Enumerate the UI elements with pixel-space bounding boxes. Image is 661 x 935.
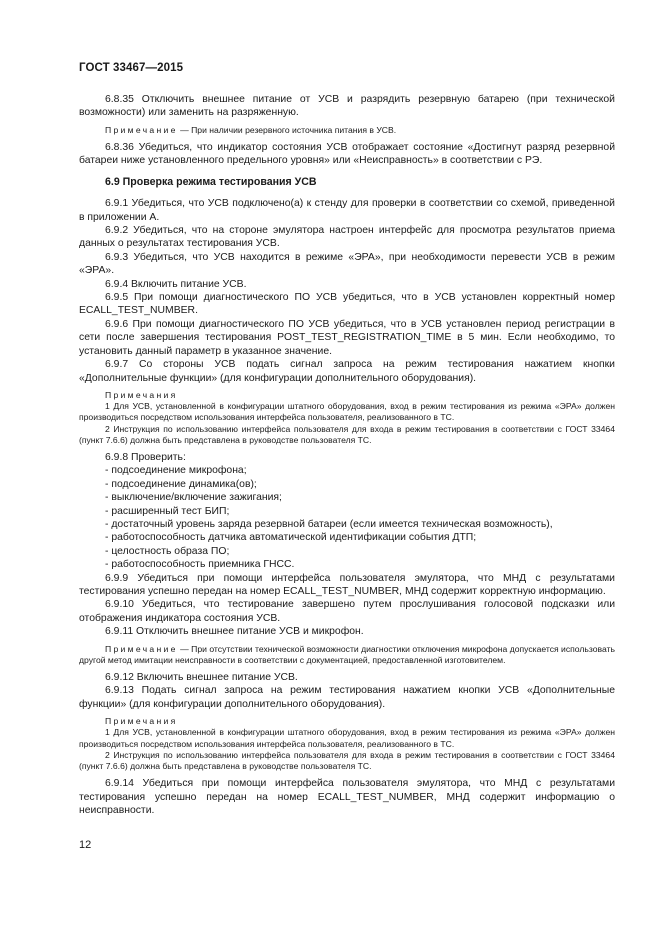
document-header: ГОСТ 33467—2015 — [79, 62, 184, 74]
paragraph-6-9-13: 6.9.13 Подать сигнал запроса на режим тестирования нажатием кнопки УСВ «Дополнительные функции» (для конфигурации дополнительного оборудования). — [79, 685, 615, 710]
paragraph-6-9-11: 6.9.11 Отключить внешнее питание УСВ и микрофон. — [105, 626, 364, 638]
note-item: 2 Инструкция по использованию интерфейса пользователя для входа в режим тестирования в соответствии с ГОСТ 33464 (пункт 7.6.6) должна быть представлена в руководстве пользователя ТС. — [79, 423, 615, 445]
notes-title: Примечания — [105, 716, 178, 727]
note-6-9-11 — [79, 644, 615, 666]
page-number: 12 — [79, 839, 92, 851]
paragraph-6-9-2: 6.9.2 Убедиться, что на стороне эмулятора настроен интерфейс для просмотра результатов приема данных о результатах тестирования УСВ. — [79, 225, 615, 250]
note-6-8-35 — [79, 125, 615, 136]
note-text: — При отсутствии технической возможности диагностики отключения микрофона допускается использовать другой метод имитации неисправности в соответствии с документацией, предоставленной изготовителем. — [79, 643, 615, 665]
list-item: - выключение/включение зажигания; — [105, 492, 282, 504]
checklist — [79, 464, 615, 571]
note-item: 2 Инструкция по использованию интерфейса пользователя для входа в режим тестирования в соответствии с ГОСТ 33464 (пункт 7.6.6) должна быть представлена в руководстве пользователя ТС. — [79, 749, 615, 772]
section-heading-6-9: 6.9 Проверка режима тестирования УСВ — [105, 175, 317, 188]
paragraph-6-9-7: 6.9.7 Со стороны УСВ подать сигнал запроса на режим тестирования нажатием кнопки «Дополнительные функции» (для конфигурации дополнительного оборудования). — [79, 359, 615, 384]
paragraph-6-9-1: 6.9.1 Убедиться, что УСВ подключено(а) к стенду для проверки в соответствии со схемой, приведенной в приложении А. — [79, 198, 615, 223]
note-item: 1 Для УСВ, установленной в конфигурации штатного оборудования, вход в режим тестирования из режима «ЭРА» должен производиться посредством использования интерфейса пользователя, реализованного в ТС. — [79, 401, 615, 423]
paragraph-6-8-36: 6.8.36 Убедиться, что индикатор состояния УСВ отображает состояние «Достигнут разряд резервной батареи ниже установленного предельного уровня» или «Неисправность» в соответствии с РЭ. — [79, 142, 615, 167]
list-item: - подсоединение динамика(ов); — [105, 478, 257, 490]
paragraph-6-9-4: 6.9.4 Включить питание УСВ. — [105, 278, 247, 290]
paragraph-6-9-3: 6.9.3 Убедиться, что УСВ находится в режиме «ЭРА», при необходимости перевести УСВ в режим «ЭРА». — [79, 251, 615, 277]
paragraph-6-9-5: 6.9.5 При помощи диагностического ПО УСВ убедиться, что в УСВ установлен корректный номер ECALL_TEST_NUMBER. — [79, 292, 615, 317]
list-item: - достаточный уровень заряда резервной батареи (если имеется техническая возможность), — [105, 518, 553, 530]
paragraph-6-9-10: 6.9.10 Убедиться, что тестирование завершено путем прослушивания голосовой подсказки или отображения индикатора состояния УСВ. — [79, 599, 615, 624]
paragraph-6-9-14: 6.9.14 Убедиться при помощи интерфейса пользователя эмулятора, что МНД с результатами тестирования успешно передан на номер ECALL_TEST_NUMBER, МНД содержит информацию о неисправности. — [79, 778, 615, 817]
paragraph-6-8-35: 6.8.35 Отключить внешнее питание от УСВ и разрядить резервную батарею (при технической возможности) или заменить на разряженную. — [79, 94, 615, 119]
paragraph-6-9-9: 6.9.9 Убедиться при помощи интерфейса пользователя эмулятора, что МНД с результатами тестирования успешно передан на номер ECALL_TEST_NUMBER, МНД содержит корректную информацию. — [79, 572, 615, 597]
list-item: - работоспособность датчика автоматической идентификации события ДТП; — [105, 532, 477, 544]
document-body — [79, 93, 615, 817]
note-label: Примечание — [105, 124, 178, 135]
notes-title: Примечания — [105, 389, 178, 400]
paragraph-6-9-6: 6.9.6 При помощи диагностического ПО УСВ убедиться, что в УСВ установлен период регистрации в сети после завершения тестирования POST_TEST_REGISTRATION_TIME в 5 мин. Если необходимо, то установить данный параметр в указанное значение. — [79, 318, 615, 357]
list-item: - работоспособность приемника ГНСС. — [105, 559, 295, 571]
note-text: — При наличии резервного источника питания в УСВ. — [177, 124, 397, 135]
list-item: - подсоединение микрофона; — [105, 465, 247, 477]
note-item: 1 Для УСВ, установленной в конфигурации штатного оборудования, вход в режим тестирования из режима «ЭРА» должен производиться посредством использования интерфейса пользователя, реализованного в ТС. — [79, 727, 615, 749]
list-item: - целостность образа ПО; — [105, 545, 230, 557]
paragraph-6-9-8: 6.9.8 Проверить: — [105, 451, 186, 463]
paragraph-6-9-12: 6.9.12 Включить внешнее питание УСВ. — [105, 672, 298, 684]
list-item: - расширенный тест БИП; — [105, 505, 230, 517]
note-label: Примечание — [105, 643, 178, 654]
